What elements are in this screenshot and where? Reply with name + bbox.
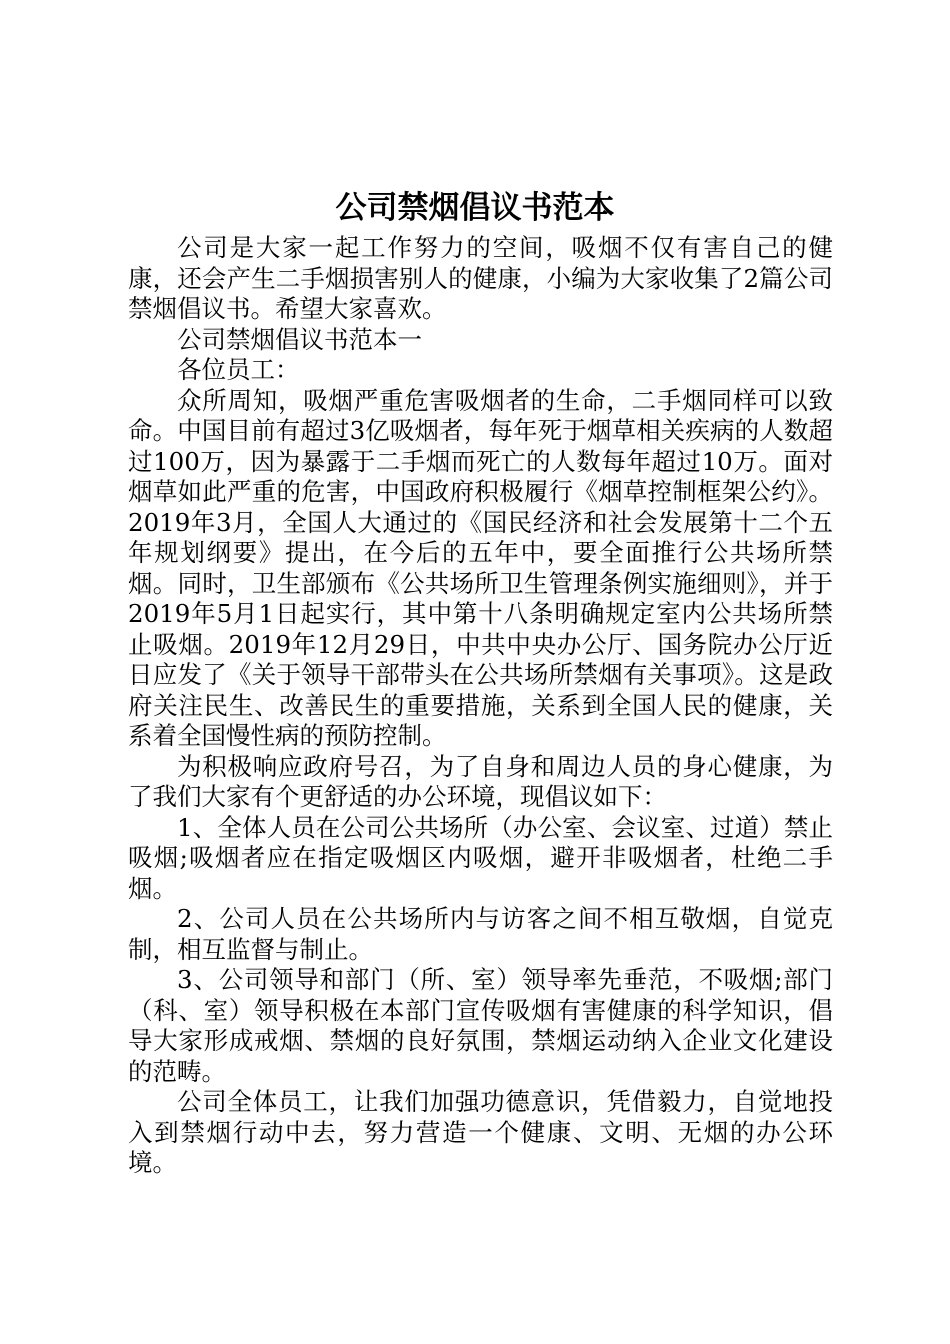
proposal-item-2: 2、公司人员在公共场所内与访客之间不相互敬烟，自觉克制，相互监督与制止。: [128, 904, 833, 964]
document-title: 公司禁烟倡议书范本: [335, 190, 615, 226]
proposal-item-1: 1、全体人员在公司公共场所（办公室、会议室、过道）禁止吸烟;吸烟者应在指定吸烟区内吸烟，避开非吸烟者，杜绝二手烟。: [128, 812, 833, 903]
background-paragraph: 众所周知，吸烟严重危害吸烟者的生命，二手烟同样可以致命。中国目前有超过3亿吸烟者，每年死于烟草相关疾病的人数超过100万，因为暴露于二手烟而死亡的人数每年超过10万。面对烟草如此严重的危害，中国政府积极履行《烟草控制框架公约》。2019年3月，全国人大通过的《国民经济和社会发展第十二个五年规划纲要》提出，在今后的五年中，要全面推行公共场所禁烟。同时，卫生部颁布《公共场所卫生管理条例实施细则》，并于2019年5月1日起实行，其中第十八条明确规定室内公共场所禁止吸烟。2019年12月29日，中共中央办公厅、国务院办公厅近日应发了《关于领导干部带头在公共场所禁烟有关事项》。这是政府关注民生、改善民生的重要措施，关系到全国人民的健康，关系着全国慢性病的预防控制。: [128, 385, 833, 750]
proposal-item-3: 3、公司领导和部门（所、室）领导率先垂范，不吸烟;部门（科、室）领导积极在本部门宣传吸烟有害健康的科学知识，倡导大家形成戒烟、禁烟的良好氛围，禁烟运动纳入企业文化建设的范畴。: [128, 965, 833, 1086]
intro-paragraph: 公司是大家一起工作努力的空间，吸烟不仅有害自己的健康，还会产生二手烟损害别人的健康，小编为大家收集了2篇公司禁烟倡议书。希望大家喜欢。: [128, 233, 833, 323]
closing-paragraph: 公司全体员工，让我们加强功德意识，凭借毅力，自觉地投入到禁烟行动中去，努力营造一个健康、文明、无烟的办公环境。: [128, 1087, 833, 1177]
sample-heading: 公司禁烟倡议书范本一: [177, 324, 422, 354]
document-body: [128, 233, 833, 1179]
proposal-intro-paragraph: 为积极响应政府号召，为了自身和周边人员的身心健康，为了我们大家有个更舒适的办公环境，现倡议如下：: [128, 751, 833, 811]
salutation: 各位员工：: [177, 355, 300, 384]
